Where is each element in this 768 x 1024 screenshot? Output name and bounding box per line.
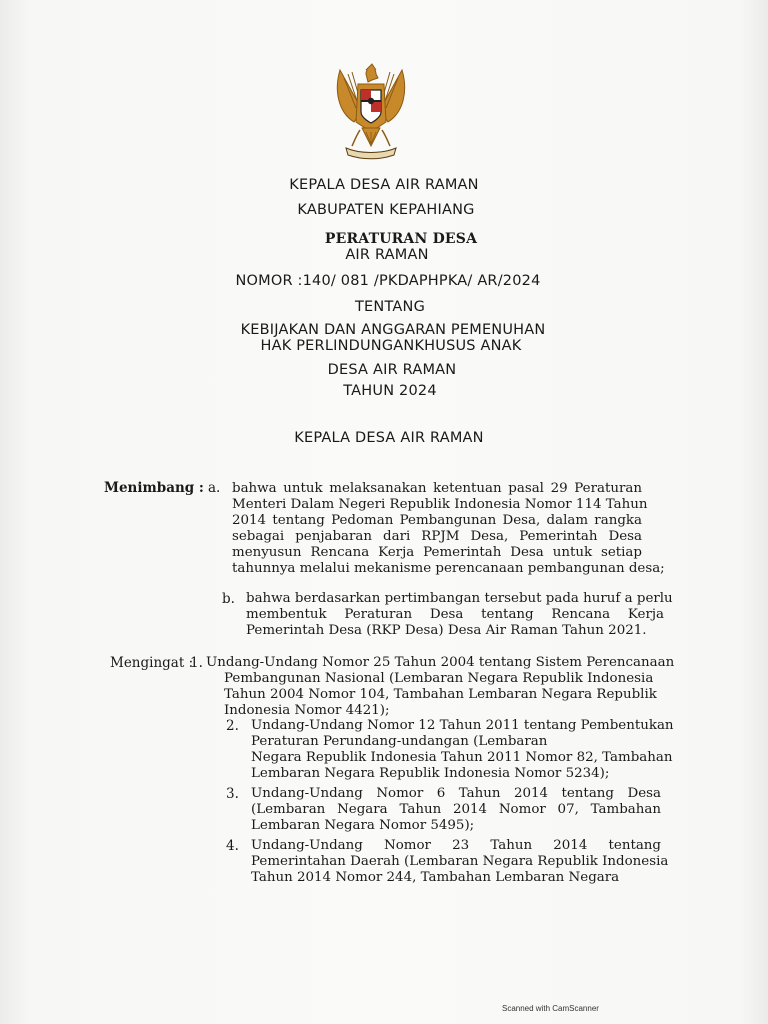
header-kepala-desa: KEPALA DESA AIR RAMAN	[289, 177, 479, 193]
text-line: Peraturan Perundang-undangan (Lembaran	[251, 734, 548, 749]
mengingat-2-marker: 2.	[226, 718, 239, 734]
desa-name: DESA AIR RAMAN	[327, 362, 457, 378]
document-title: PERATURAN DESA	[324, 231, 478, 247]
tahun-label: TAHUN 2024	[343, 383, 437, 399]
text-line: Pemerintah Desa (RKP Desa) Desa Air Raman Tahun 2021.	[246, 623, 647, 638]
text-line: membentuk Peraturan Desa tentang Rencana Kerja	[246, 607, 664, 622]
text-line: Undang-Undang Nomor 6 Tahun 2014 tentang Desa	[251, 786, 661, 801]
menimbang-b-marker: b.	[222, 591, 235, 607]
text-line: menyusun Rencana Kerja Pemerintah Desa untuk setiap	[232, 545, 642, 560]
topic-line-1: KEBIJAKAN DAN ANGGARAN PEMENUHAN	[240, 322, 546, 338]
text-line: sebagai penjabaran dari RPJM Desa, Pemerintah Desa	[232, 529, 642, 544]
text-line: Indonesia Nomor 4421);	[224, 703, 390, 718]
scanner-watermark: Scanned with CamScanner	[502, 1004, 599, 1013]
text-line: Pembangunan Nasional (Lembaran Negara Republik Indonesia	[224, 671, 654, 686]
mengingat-label: Mengingat :	[110, 655, 194, 671]
text-line: Undang-Undang Nomor 12 Tahun 2011 tentang Pembentukan	[251, 718, 674, 733]
garuda-emblem-icon	[332, 60, 410, 164]
text-line: (Lembaran Negara Tahun 2014 Nomor 07, Tambahan	[251, 802, 661, 817]
text-line: bahwa berdasarkan pertimbangan tersebut pada huruf a perlu	[246, 591, 673, 606]
text-line: Pemerintahan Daerah (Lembaran Negara Republik Indonesia	[251, 854, 669, 869]
mengingat-1-text	[206, 655, 675, 671]
text-line: Undang-Undang Nomor 23 Tahun 2014 tentang	[251, 838, 661, 853]
text-line: Lembaran Negara Nomor 5495);	[251, 818, 475, 833]
mengingat-2-text	[251, 718, 674, 782]
header-kabupaten: KABUPATEN KEPAHIANG	[297, 202, 475, 218]
mengingat-1-marker: 1.	[190, 655, 203, 671]
text-line: Undang-Undang Nomor 25 Tahun 2004 tentang Sistem Perencanaan	[206, 655, 675, 670]
text-line: Tahun 2004 Nomor 104, Tambahan Lembaran Negara Republik	[224, 687, 657, 702]
mengingat-4-marker: 4.	[226, 838, 239, 854]
kepala-desa-heading: KEPALA DESA AIR RAMAN	[294, 430, 484, 446]
text-line: Lembaran Negara Republik Indonesia Nomor 5234);	[251, 766, 610, 781]
text-line: Tahun 2014 Nomor 244, Tambahan Lembaran Negara	[251, 870, 620, 885]
document-number: NOMOR :140/ 081 /PKDAPHPKA/ AR/2024	[235, 273, 541, 289]
mengingat-4-text	[251, 838, 669, 886]
menimbang-a-marker: a.	[208, 480, 221, 496]
text-line: tahunnya melalui mekanisme perencanaan pembangunan desa;	[232, 561, 665, 576]
text-line: Menteri Dalam Negeri Republik Indonesia Nomor 114 Tahun	[232, 497, 648, 512]
tentang-label: TENTANG	[355, 299, 425, 315]
text-line: bahwa untuk melaksanakan ketentuan pasal 29 Peraturan	[232, 481, 642, 496]
text-line: Negara Republik Indonesia Tahun 2011 Nomor 82, Tambahan	[251, 750, 673, 765]
mengingat-3-text	[251, 786, 661, 834]
document-subtitle: AIR RAMAN	[345, 247, 429, 263]
topic-line-2: HAK PERLINDUNGANKHUSUS ANAK	[260, 338, 522, 354]
menimbang-b-text	[246, 591, 673, 639]
mengingat-1-text-cont	[224, 671, 657, 719]
menimbang-a-text	[232, 481, 665, 577]
text-line: 2014 tentang Pedoman Pembangunan Desa, dalam rangka	[232, 513, 642, 528]
menimbang-label: Menimbang :	[104, 480, 204, 496]
mengingat-3-marker: 3.	[226, 786, 239, 802]
